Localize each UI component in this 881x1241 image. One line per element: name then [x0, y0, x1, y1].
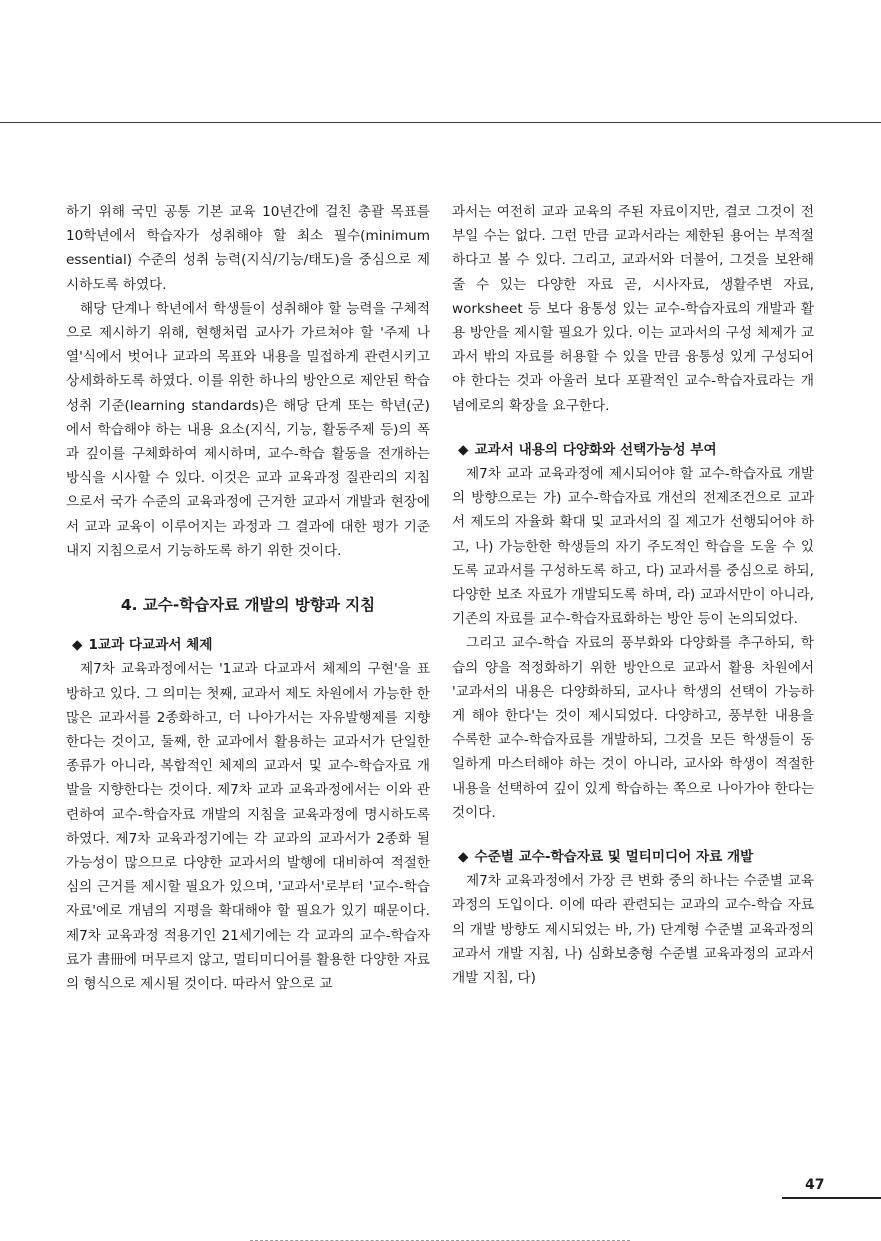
diamond-bullet-icon: ◆ — [458, 849, 469, 866]
right-paragraph-4: 제7차 교육과정에서 가장 큰 변화 중의 하나는 수준별 교육과정의 도입이다. 이에 따라 관련되는 교과의 교수-학습 자료의 개발 방향도 제시되었는 바, 가) 단계형 수준별 교육과정의 교과서 개발 지침, 나) 심화보충형 수준별 교육과정의 교과서 개발 지침, 다) — [452, 873, 814, 987]
right-column — [452, 200, 814, 990]
header-rule — [0, 122, 881, 123]
right-paragraph-2: 제7차 교과 교육과정에 제시되어야 할 교수-학습자료 개발의 방향으로는 가) 교수-학습자료 개선의 전제조건으로 교과서 제도의 자율화 확대 및 교과서의 질 제고가 선행되어야 하고, 나) 가능한한 학생들의 자기 주도적인 학습을 도울 수 있도록 교과서를 구성하도록 하고, 다) 교과서를 중심으로 하되, 다양한 보조 자료가 개발되도록 하며, 라) 교과서만이 아니라, 기존의 자료를 교수-학습자료화하는 방안 등이 논의되었다. — [452, 466, 814, 628]
right-paragraph-1: 과서는 여전히 교과 교육의 주된 자료이지만, 결코 그것이 전부일 수는 없다. 그런 만큼 교과서라는 제한된 용어는 부적절하다고 볼 수 있다. 그리고, 교과서와 더불어, 그것을 보완해줄 수 있는 다양한 자료 곧, 시사자료, 생활주변 자료, worksheet 등 보다 융통성 있는 교수-학습자료의 개발과 활용 방안을 제시할 필요가 있다. 이는 교과서의 구성 체제가 교과서 밖의 자료를 허용할 수 있을 만큼 융통성 있게 구성되어야 한다는 것과 아울러 보다 포괄적인 교수-학습자료라는 개념에로의 확장을 요구한다. — [452, 204, 814, 414]
section-title: 4. 교수-학습자료 개발의 방향과 지침 — [120, 596, 376, 615]
left-column — [66, 200, 430, 996]
page-number-rule — [782, 1197, 881, 1199]
left-paragraph-3: 제7차 교육과정에서는 '1교과 다교과서 체제의 구현'을 표방하고 있다. 그 의미는 첫째, 교과서 제도 차원에서 가능한 한 많은 교과서를 2종화하고, 더 나아가서는 자유발행제를 지향한다는 것이고, 둘째, 한 교과에서 활용하는 교과서가 단일한 종류가 아니라, 복합적인 체제의 교과서 및 교수-학습자료 개발을 지향한다는 것이다. 제7차 교과 교육과정에서는 이와 관련하여 교수-학습자료 개발의 지침을 교육과정에 명시하도록 하였다. 제7차 교육과정기에는 각 교과의 교과서가 2종화 될 가능성이 많으므로 다양한 교과서의 발행에 대비하여 적절한 심의 근거를 제시할 필요가 있으며, '교과서'로부터 '교수-학습자료'에로 개념의 지평을 확대해야 할 필요가 있기 때문이다. 제7차 교육과정 적용기인 21세기에는 각 교과의 교수-학습자료가 書冊에 머무르지 않고, 멀티미디어를 활용한 다양한 자료의 형식으로 제시될 것이다. 따라서 앞으로 교 — [66, 661, 430, 993]
subheading-one-subject-multi-textbook — [72, 633, 430, 657]
subheading-text: 교과서 내용의 다양화와 선택가능성 부여 — [474, 441, 717, 458]
right-paragraph-3: 그리고 교수-학습 자료의 풍부화와 다양화를 추구하되, 학습의 양을 적정화하기 위한 방안으로 교과서 활용 차원에서 '교과서의 내용은 다양화하되, 교사나 학생의 선택이 가능하게 해야 한다'는 것이 제시되었다. 다양하고, 풍부한 내용을 수록한 교수-학습자료를 개발하되, 그것을 모든 학생들이 동일하게 마스터해야 하는 것이 아니라, 교사와 학생이 적절한 내용을 선택하여 깊이 있게 학습하는 쪽으로 나아가야 한다는 것이다. — [452, 635, 814, 821]
page-number: 47 — [805, 1177, 825, 1193]
diamond-bullet-icon: ◆ — [72, 637, 83, 654]
subheading-diversification — [458, 438, 814, 462]
left-paragraph-1: 하기 위해 국민 공통 기본 교육 10년간에 걸친 총괄 목표를 10학년에서 학습자가 성취해야 할 최소 필수(minimum essential) 수준의 성취 능력(지식/기능/태도)을 중심으로 제시하도록 하였다. — [66, 204, 430, 293]
subheading-text: 1교과 다교과서 체제 — [88, 637, 213, 654]
subheading-level-materials — [458, 845, 814, 869]
diamond-bullet-icon: ◆ — [458, 441, 469, 458]
left-paragraph-2: 해당 단계나 학년에서 학생들이 성취해야 할 능력을 구체적으로 제시하기 위해, 현행처럼 교사가 가르쳐야 할 '주제 나열'식에서 벗어나 교과의 목표와 내용을 밀접하게 관련시키고 상세화하도록 하였다. 이를 위한 하나의 방안으로 제안된 학습 성취 기준(learning standards)은 해당 단계 또는 학년(군)에서 학습해야 하는 내용 요소(지식, 기능, 활동주제 등)의 폭과 깊이를 구체화하여 제시하며, 교수-학습 활동을 전개하는 방식을 시사할 수 있다. 이것은 교과 교육과정 질관리의 지침으로서 국가 수준의 교육과정에 근거한 교과서 개발과 현장에서 교과 교육이 이루어지는 과정과 그 결과에 대한 평가 기준 내지 지침으로서 기능하도록 하기 위한 것이다. — [66, 300, 430, 559]
subheading-text: 수준별 교수-학습자료 및 멀티미디어 자료 개발 — [474, 849, 754, 866]
